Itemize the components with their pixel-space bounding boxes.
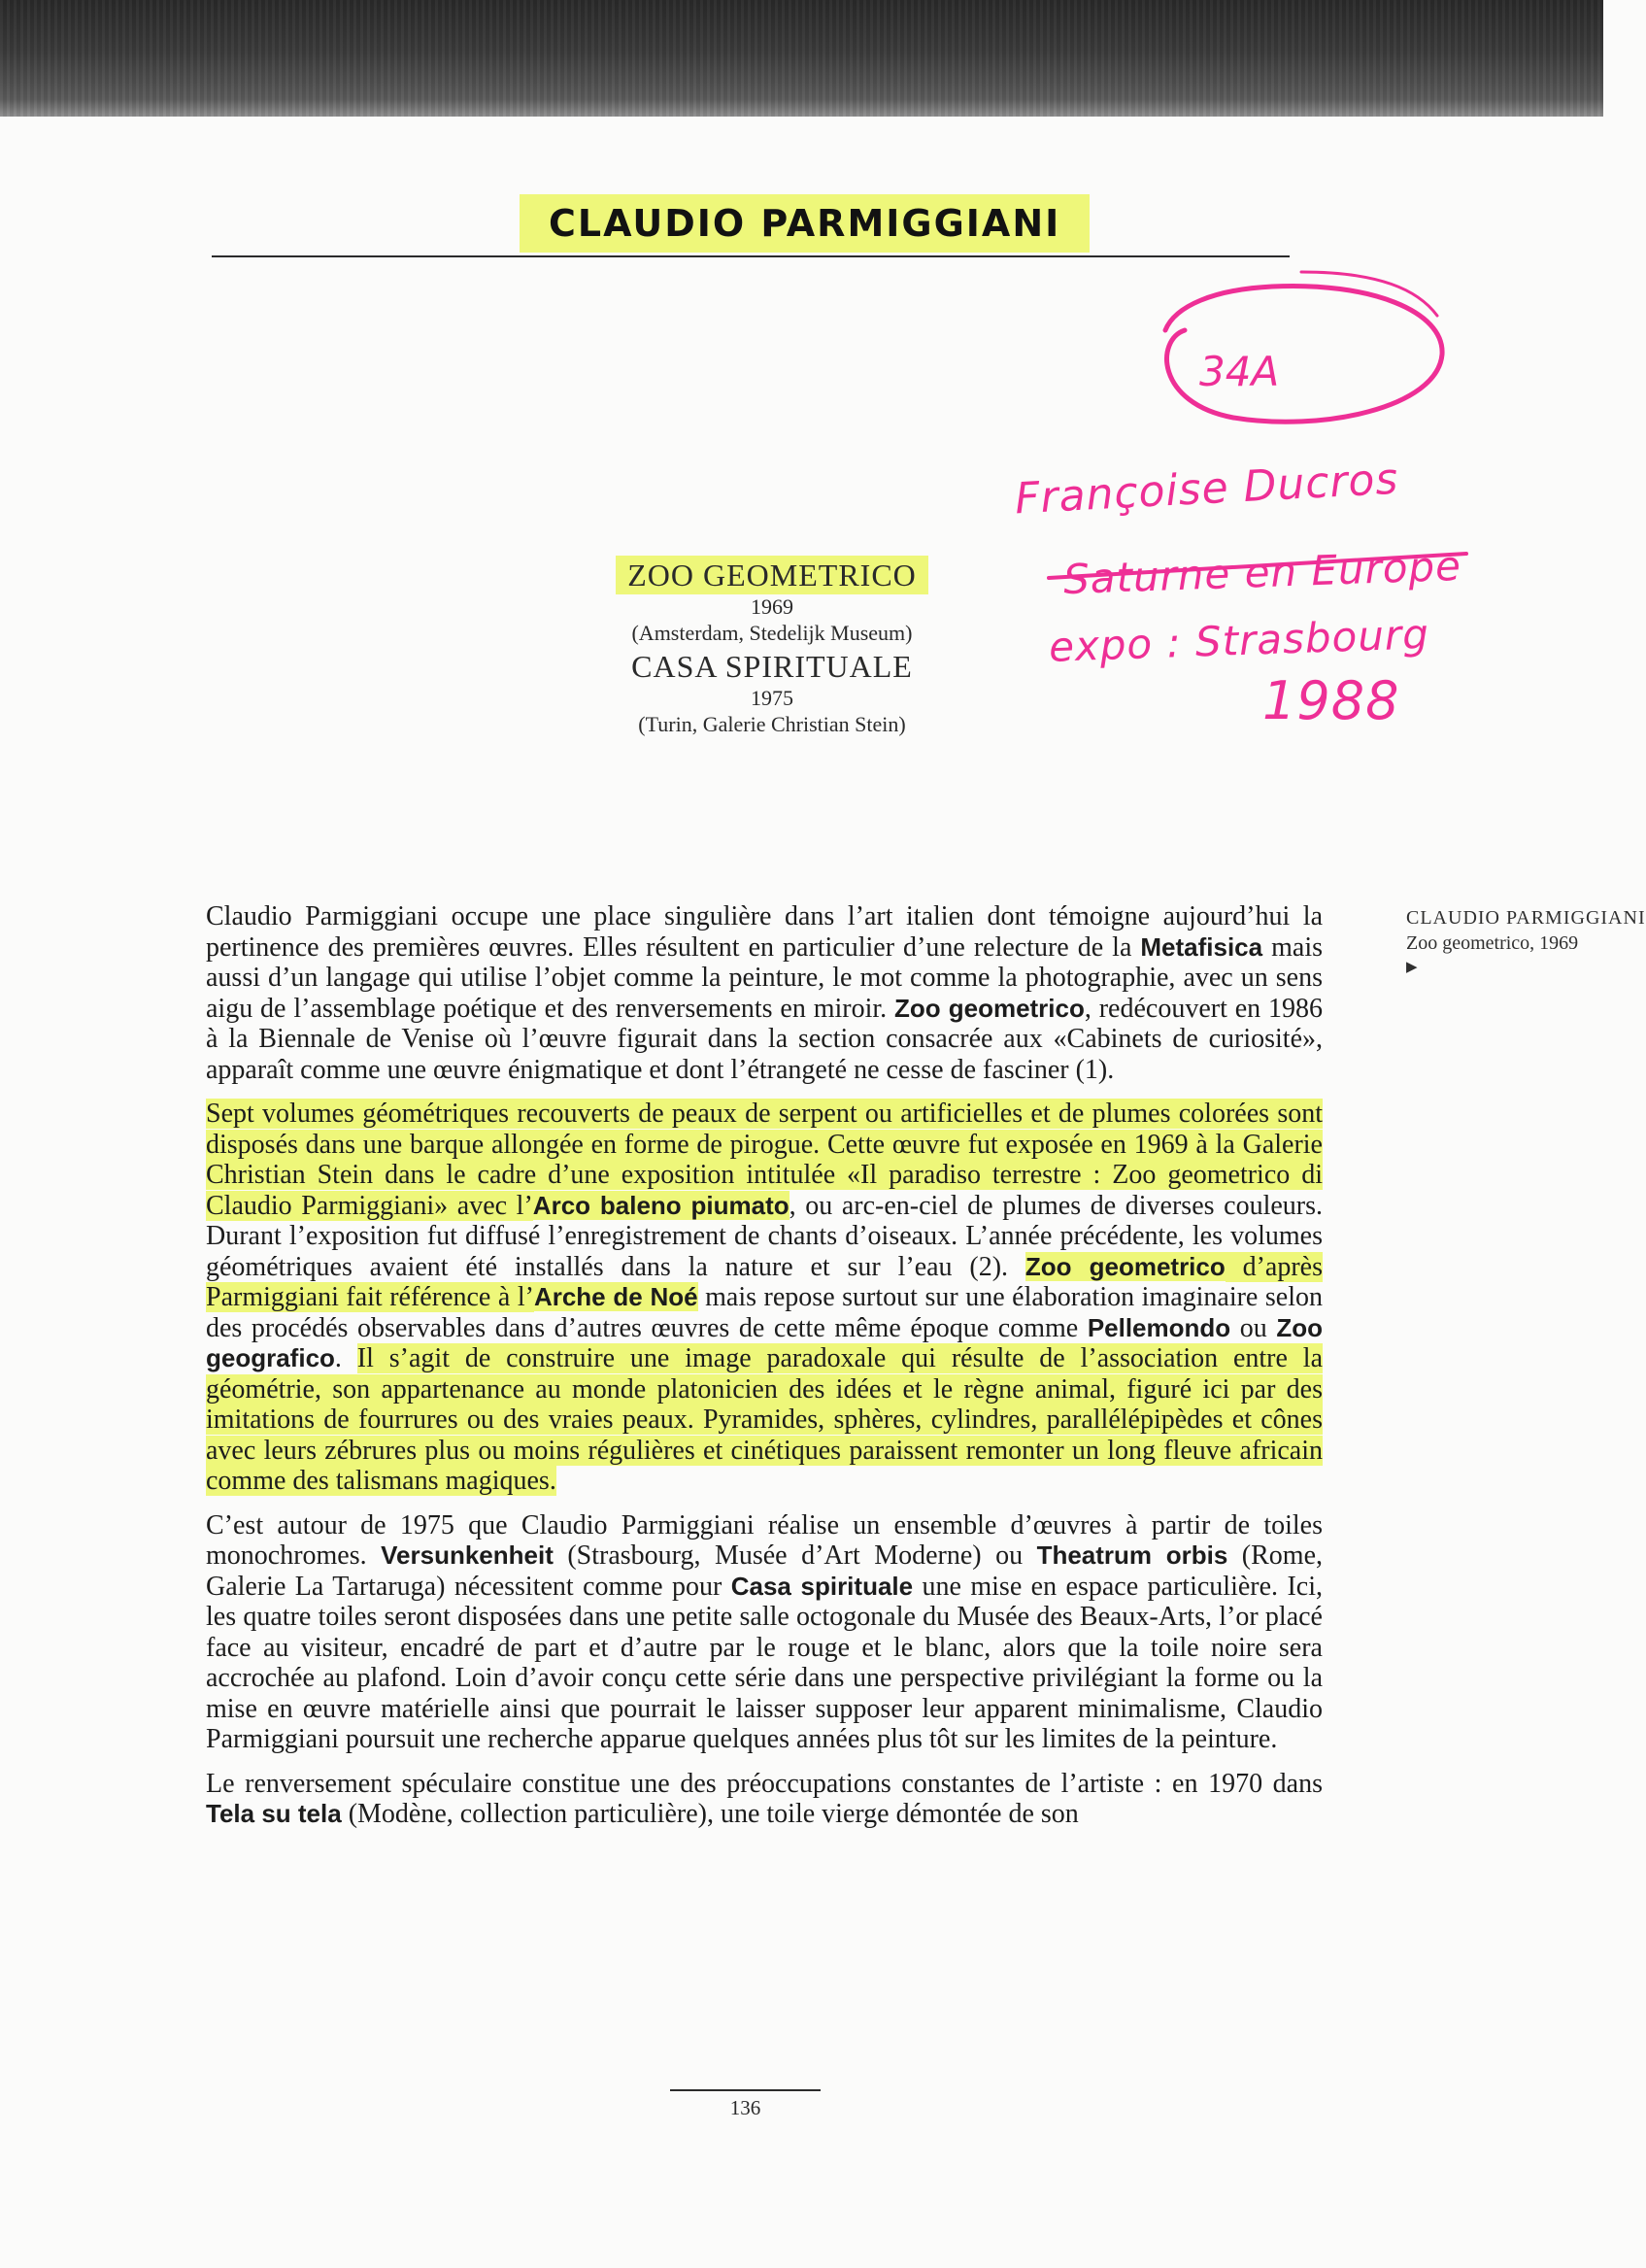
work-title: Arco baleno piumato	[532, 1190, 789, 1220]
handwritten-expo: expo : Strasbourg	[1048, 610, 1430, 671]
scan-top-band	[0, 0, 1603, 117]
text-run: , ou arc-en-ciel de plumes de diverses couleurs. Durant l’exposition fut diffusé l’enregistrement de chants d’oiseaux. L’année précédente, les volumes géométriques avaient été installés dans la nature et sur l’eau (2).	[206, 1190, 1324, 1282]
text-run: mais aussi d’un langage qui utilise l’objet comme la peinture, le mot comme la photographie, avec un sens aigu de l’assemblage poétique et des renversements en miroir.	[206, 931, 1323, 1024]
work-title: Zoo geografico	[206, 1312, 1324, 1372]
exhibit-work: ZOO GEOMETRICO	[616, 556, 928, 594]
work-title: Pellemondo	[1087, 1312, 1231, 1342]
highlighted-text: Sept volumes géométriques recouverts de peaux de serpent ou artificielles et de plumes colorées sont disposés dans une barque allongée en forme de pirogue. Cette œuvre fut exposée en 1969 à la Galerie Christian Stein dans le cadre d’une exposition intitulée «Il paradiso terrestre : Zoo geometrico di Claudio Parmiggiani» avec l’	[206, 1099, 1323, 1221]
paragraph	[206, 1099, 1323, 1497]
exhibit-list	[573, 556, 971, 738]
margin-work: Zoo geometrico, 1969	[1406, 932, 1579, 954]
exhibit-item	[573, 556, 971, 647]
handwritten-subject: Saturne en Europe	[1062, 541, 1462, 604]
page-number: 136	[729, 2096, 761, 2119]
work-title: Theatrum orbis	[1036, 1540, 1228, 1570]
text-run: , redécouvert en 1986 à la Biennale de Venise où l’œuvre figurait dans la section consacrée aux «Cabinets de curiosité», apparaît comme une œuvre énigmatique et dont l’étrangeté ne cesse de fasciner (1).	[206, 993, 1323, 1085]
text-run: ou	[1230, 1312, 1277, 1343]
paragraph	[206, 1510, 1323, 1755]
paragraph	[206, 1769, 1323, 1830]
text-run: C’est autour de 1975 que Claudio Parmiggiani réalise un ensemble d’œuvres à partir de toiles monochromes.	[206, 1509, 1323, 1571]
text-run: (Rome, Galerie La Tartaruga) nécessitent comme pour	[206, 1540, 1323, 1602]
page-title: CLAUDIO PARMIGGIANI	[520, 194, 1090, 253]
work-title: Zoo geometrico	[1025, 1251, 1226, 1281]
work-title: Metafisica	[1140, 931, 1263, 962]
text-run: (Modène, collection particulière), une toile vierge démontée de son	[341, 1799, 1079, 1829]
text-run: .	[334, 1343, 357, 1373]
exhibit-year: 1975	[751, 686, 793, 710]
handwritten-name: Françoise Ducros	[1013, 454, 1400, 525]
text-run: Claudio Parmiggiani occupe une place singulière dans l’art italien dont témoigne aujourd’hui la pertinence des premières œuvres. Elles résultent en particulier d’une relecture de la	[206, 901, 1323, 963]
text-run: mais repose surtout sur une élaboration imaginaire selon des procédés observables dans d’autres œuvres de cette même époque comme	[206, 1282, 1323, 1343]
page-number-rule	[670, 2089, 821, 2091]
highlighted-text: d’après Parmiggiani fait référence à l’	[206, 1251, 1323, 1312]
paragraph	[206, 901, 1323, 1085]
exhibit-place: (Turin, Galerie Christian Stein)	[638, 712, 906, 736]
text-run: (Strasbourg, Musée d’Art Moderne) ou	[553, 1540, 1037, 1571]
work-title: Versunkenheit	[381, 1540, 554, 1570]
margin-artist: CLAUDIO PARMIGGIANI	[1406, 907, 1646, 929]
work-title: Casa spirituale	[730, 1571, 914, 1601]
handwritten-reference: 34A	[1199, 348, 1280, 395]
arrow-right-icon: ▶	[1406, 960, 1418, 975]
exhibit-work: CASA SPIRITUALE	[631, 649, 913, 684]
highlighted-text: Il s’agit de construire une image paradoxale qui résulte de l’association entre la géométrie, son appartenance au monde platonicien des idées et le règne animal, figuré ici par des imitations de fourrures ou des vraies peaux. Pyramides, sphères, cylindres, parallélépipèdes et cônes avec leurs zébrures plus ou moins régulières et cinétiques paraissent remonter un long fleuve africain comme des talismans magiques.	[206, 1343, 1324, 1496]
margin-reference	[1406, 905, 1646, 979]
title-rule	[212, 255, 1290, 257]
handwritten-year: 1988	[1262, 670, 1400, 731]
body-text	[206, 901, 1323, 1844]
work-title: Zoo geometrico	[894, 993, 1085, 1023]
work-title: Tela su tela	[206, 1799, 342, 1828]
exhibit-item	[573, 647, 971, 738]
work-title: Arche de Noé	[533, 1282, 698, 1311]
text-run: une mise en espace particulière. Ici, les quatre toiles seront disposées dans une petite salle octogonale du Musée des Beaux-Arts, l’or placé face au visiteur, encadré de part et d’autre par le rouge et le blanc, alors que la toile noire sera accrochée au plafond. Loin d’avoir conçu cette série dans une perspective privilégiant la forme ou la mise en œuvre matérielle ainsi que pourrait le laisser supposer leur apparent minimalisme, Claudio Parmiggiani poursuit une recherche apparue quelques années plus tôt sur les limites de la peinture.	[206, 1571, 1323, 1754]
exhibit-year: 1969	[751, 594, 793, 619]
exhibit-place: (Amsterdam, Stedelijk Museum)	[631, 621, 913, 645]
text-run: Le renversement spéculaire constitue une des préoccupations constantes de l’artiste : en 1970 dans	[206, 1768, 1323, 1799]
